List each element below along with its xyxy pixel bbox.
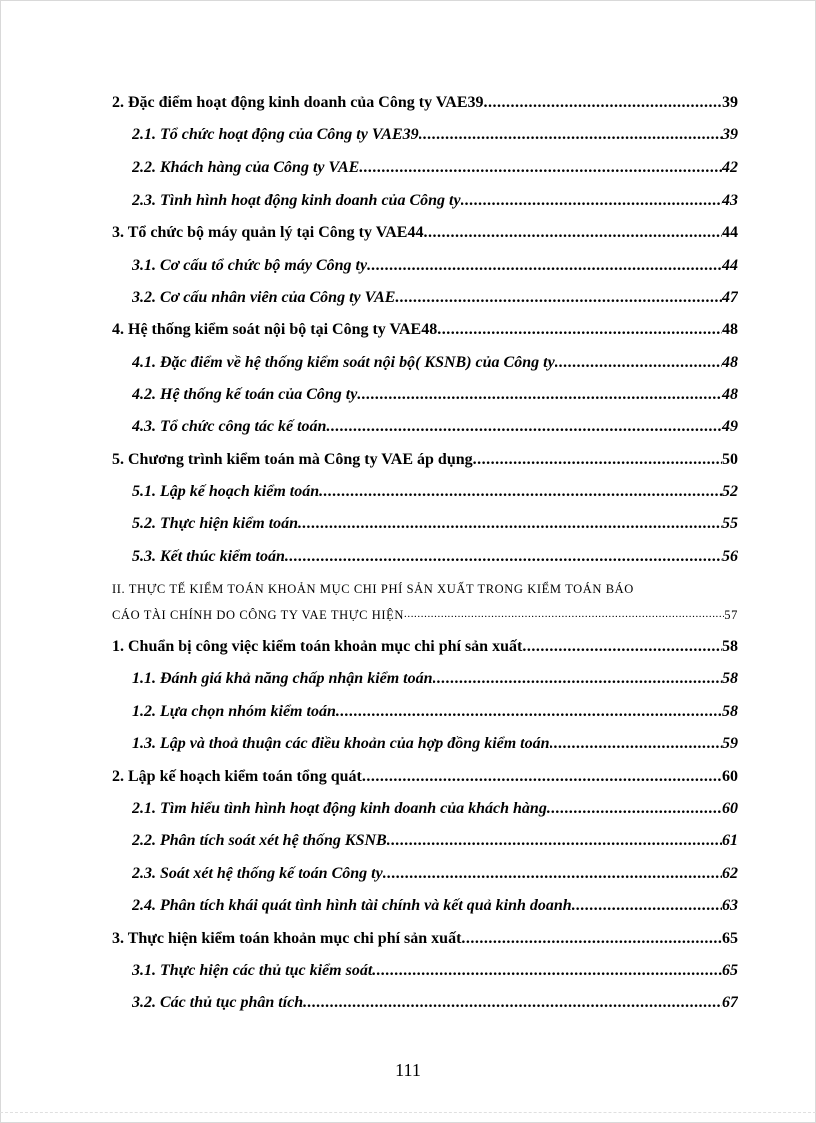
toc-leader — [285, 548, 722, 566]
toc-entry[interactable] — [132, 515, 738, 539]
toc-leader — [423, 224, 722, 242]
toc-entry-page: 60 — [722, 800, 738, 817]
toc-entry-page: 52 — [722, 483, 738, 500]
toc-entry-title: 2.3. Soát xét hệ thống kế toán Công ty — [132, 865, 383, 882]
toc-entry-title: 2.1. Tổ chức hoạt động của Công ty VAE39 — [132, 126, 419, 143]
toc-leader — [303, 994, 722, 1012]
toc-leader — [550, 735, 722, 753]
toc-entry-title: 1. Chuẩn bị công việc kiểm toán khoản mục chi phí sản xuất — [112, 638, 523, 655]
toc-leader — [372, 962, 722, 980]
toc-entry-page: 56 — [722, 548, 738, 565]
toc-entry[interactable] — [132, 289, 738, 313]
toc-leader — [395, 289, 722, 307]
toc-entry[interactable] — [132, 548, 738, 572]
toc-leader — [336, 703, 722, 721]
toc-entry-title: 2.3. Tình hình hoạt động kinh doanh của Công ty — [132, 192, 461, 209]
toc-entry[interactable] — [132, 670, 738, 694]
toc-entry-title: 2. Đặc điểm hoạt động kinh doanh của Công ty VAE39 — [112, 94, 484, 111]
toc-entry[interactable] — [132, 126, 738, 150]
toc-entry-page: 59 — [722, 735, 738, 752]
toc-entry[interactable] — [132, 800, 738, 824]
toc-entry-page: 55 — [722, 515, 738, 532]
toc-entry-title: 1.3. Lập và thoả thuận các điều khoản của hợp đồng kiểm toán — [132, 735, 550, 752]
toc-entry-page: 60 — [722, 768, 738, 785]
toc-entry-title: 2.4. Phân tích khái quát tình hình tài chính và kết quả kinh doanh — [132, 897, 572, 914]
toc-leader — [437, 321, 722, 339]
toc-entry-title: 1.2. Lựa chọn nhóm kiểm toán — [132, 703, 336, 720]
toc-entry-title: 1.1. Đánh giá khả năng chấp nhận kiểm toán — [132, 670, 433, 687]
toc-entry-page: 43 — [722, 192, 738, 209]
toc-entry[interactable] — [132, 994, 738, 1018]
toc-entry-page: 58 — [722, 638, 738, 655]
toc-entry[interactable] — [132, 865, 738, 889]
toc-entry[interactable] — [132, 832, 738, 856]
toc-entry-page: 65 — [722, 930, 738, 947]
toc-entry[interactable] — [132, 354, 738, 378]
toc-entry[interactable] — [132, 735, 738, 759]
toc-leader — [473, 451, 722, 469]
toc-leader — [419, 126, 722, 144]
toc-entry-title: 3.1. Cơ cấu tổ chức bộ máy Công ty — [132, 257, 368, 274]
toc-leader — [319, 483, 722, 501]
section-ii-title-line2: CÁO TÀI CHÍNH DO CÔNG TY VAE THỰC HIỆN — [112, 608, 404, 622]
toc-entry-title: 3.2. Các thủ tục phân tích — [132, 994, 304, 1011]
toc-leader — [359, 159, 722, 177]
toc-entry-title: 3.1. Thực hiện các thủ tục kiểm soát — [132, 962, 373, 979]
toc-entry-title: 5. Chương trình kiểm toán mà Công ty VAE áp dụng — [112, 451, 473, 468]
toc-leader — [362, 768, 722, 786]
toc-leader — [404, 608, 724, 623]
toc-entry-page: 50 — [722, 451, 738, 468]
toc-leader — [547, 800, 722, 818]
toc-leader — [555, 354, 722, 372]
toc-entry[interactable] — [112, 930, 738, 954]
toc-entry[interactable] — [112, 768, 738, 792]
toc-entry[interactable] — [112, 321, 738, 345]
toc-leader — [383, 865, 722, 883]
toc-entry[interactable] — [132, 257, 738, 281]
toc-leader — [461, 192, 722, 210]
toc-entry[interactable] — [112, 224, 738, 248]
toc-entry-title: 3. Thực hiện kiểm toán khoản mục chi phí sản xuất — [112, 930, 462, 947]
section-ii-title-line1: II. THỰC TẾ KIỂM TOÁN KHOẢN MỤC CHI PHÍ SẢN XUẤT TRONG KIỂM TOÁN BÁO — [112, 582, 634, 596]
toc-leader — [461, 930, 722, 948]
toc-entry-page: 63 — [722, 897, 738, 914]
toc-leader — [357, 386, 722, 404]
toc-entry-title: 5.3. Kết thúc kiểm toán — [132, 548, 285, 565]
toc-entry[interactable] — [132, 962, 738, 986]
toc-leader — [387, 832, 722, 850]
toc-leader — [326, 418, 722, 436]
toc-entry[interactable] — [132, 418, 738, 442]
toc-entry-title: 2.1. Tìm hiểu tình hình hoạt động kinh doanh của khách hàng — [132, 800, 547, 817]
toc-entry-title: 4. Hệ thống kiểm soát nội bộ tại Công ty VAE48 — [112, 321, 438, 338]
toc-entry-page: 62 — [722, 865, 738, 882]
toc-entry-title: 2.2. Khách hàng của Công ty VAE — [132, 159, 360, 176]
toc-entry-page: 49 — [722, 418, 738, 435]
toc-entry-page: 44 — [722, 257, 738, 274]
toc-entry-page: 65 — [722, 962, 738, 979]
toc-entry-title: 3. Tổ chức bộ máy quản lý tại Công ty VAE44 — [112, 224, 424, 241]
toc-entry-page: 48 — [722, 386, 738, 403]
toc-entry-page: 48 — [722, 321, 738, 338]
section-ii-page: 57 — [724, 608, 738, 622]
toc-entry[interactable] — [132, 386, 738, 410]
toc-entry[interactable] — [132, 159, 738, 183]
toc-entry[interactable] — [132, 703, 738, 727]
toc-entry-title: 5.2. Thực hiện kiểm toán — [132, 515, 299, 532]
toc-entry[interactable] — [112, 94, 738, 118]
toc-entry-page: 42 — [722, 159, 738, 176]
toc-entry[interactable] — [132, 483, 738, 507]
toc-entry[interactable] — [132, 192, 738, 216]
toc-leader — [572, 897, 722, 915]
toc-leader — [433, 670, 722, 688]
toc-leader — [298, 515, 722, 533]
toc-entry[interactable] — [112, 451, 738, 475]
page-number: 111 — [395, 1060, 421, 1080]
toc-leader — [367, 257, 722, 275]
toc-entry-page: 39 — [722, 94, 738, 111]
toc-entry-title: 3.2. Cơ cấu nhân viên của Công ty VAE — [132, 289, 396, 306]
toc-entry-title: 2. Lập kế hoạch kiểm toán tổng quát — [112, 768, 362, 785]
toc-entry-title: 4.1. Đặc điểm về hệ thống kiểm soát nội bộ( KSNB) của Công ty — [132, 354, 555, 371]
toc-entry-page: 58 — [722, 703, 738, 720]
toc-entry[interactable] — [132, 897, 738, 921]
section-ii-title-line2-row — [112, 608, 738, 623]
toc-leader — [484, 94, 723, 112]
toc-entry-title: 5.1. Lập kế hoạch kiểm toán — [132, 483, 320, 500]
toc-entry-page: 67 — [722, 994, 738, 1011]
page-bottom-rule — [0, 1112, 816, 1113]
toc-entry[interactable] — [112, 638, 738, 662]
toc-entry-page: 48 — [722, 354, 738, 371]
toc-leader — [522, 638, 722, 656]
toc-entry-page: 61 — [722, 832, 738, 849]
toc-entry-title: 4.2. Hệ thống kế toán của Công ty — [132, 386, 358, 403]
toc-entry-page: 39 — [722, 126, 738, 143]
toc-entry-page: 44 — [722, 224, 738, 241]
toc-entry-title: 2.2. Phân tích soát xét hệ thống KSNB — [132, 832, 387, 849]
toc-entry-page: 47 — [722, 289, 738, 306]
toc-entry-title: 4.3. Tổ chức công tác kế toán — [132, 418, 327, 435]
toc-entry-page: 58 — [722, 670, 738, 687]
